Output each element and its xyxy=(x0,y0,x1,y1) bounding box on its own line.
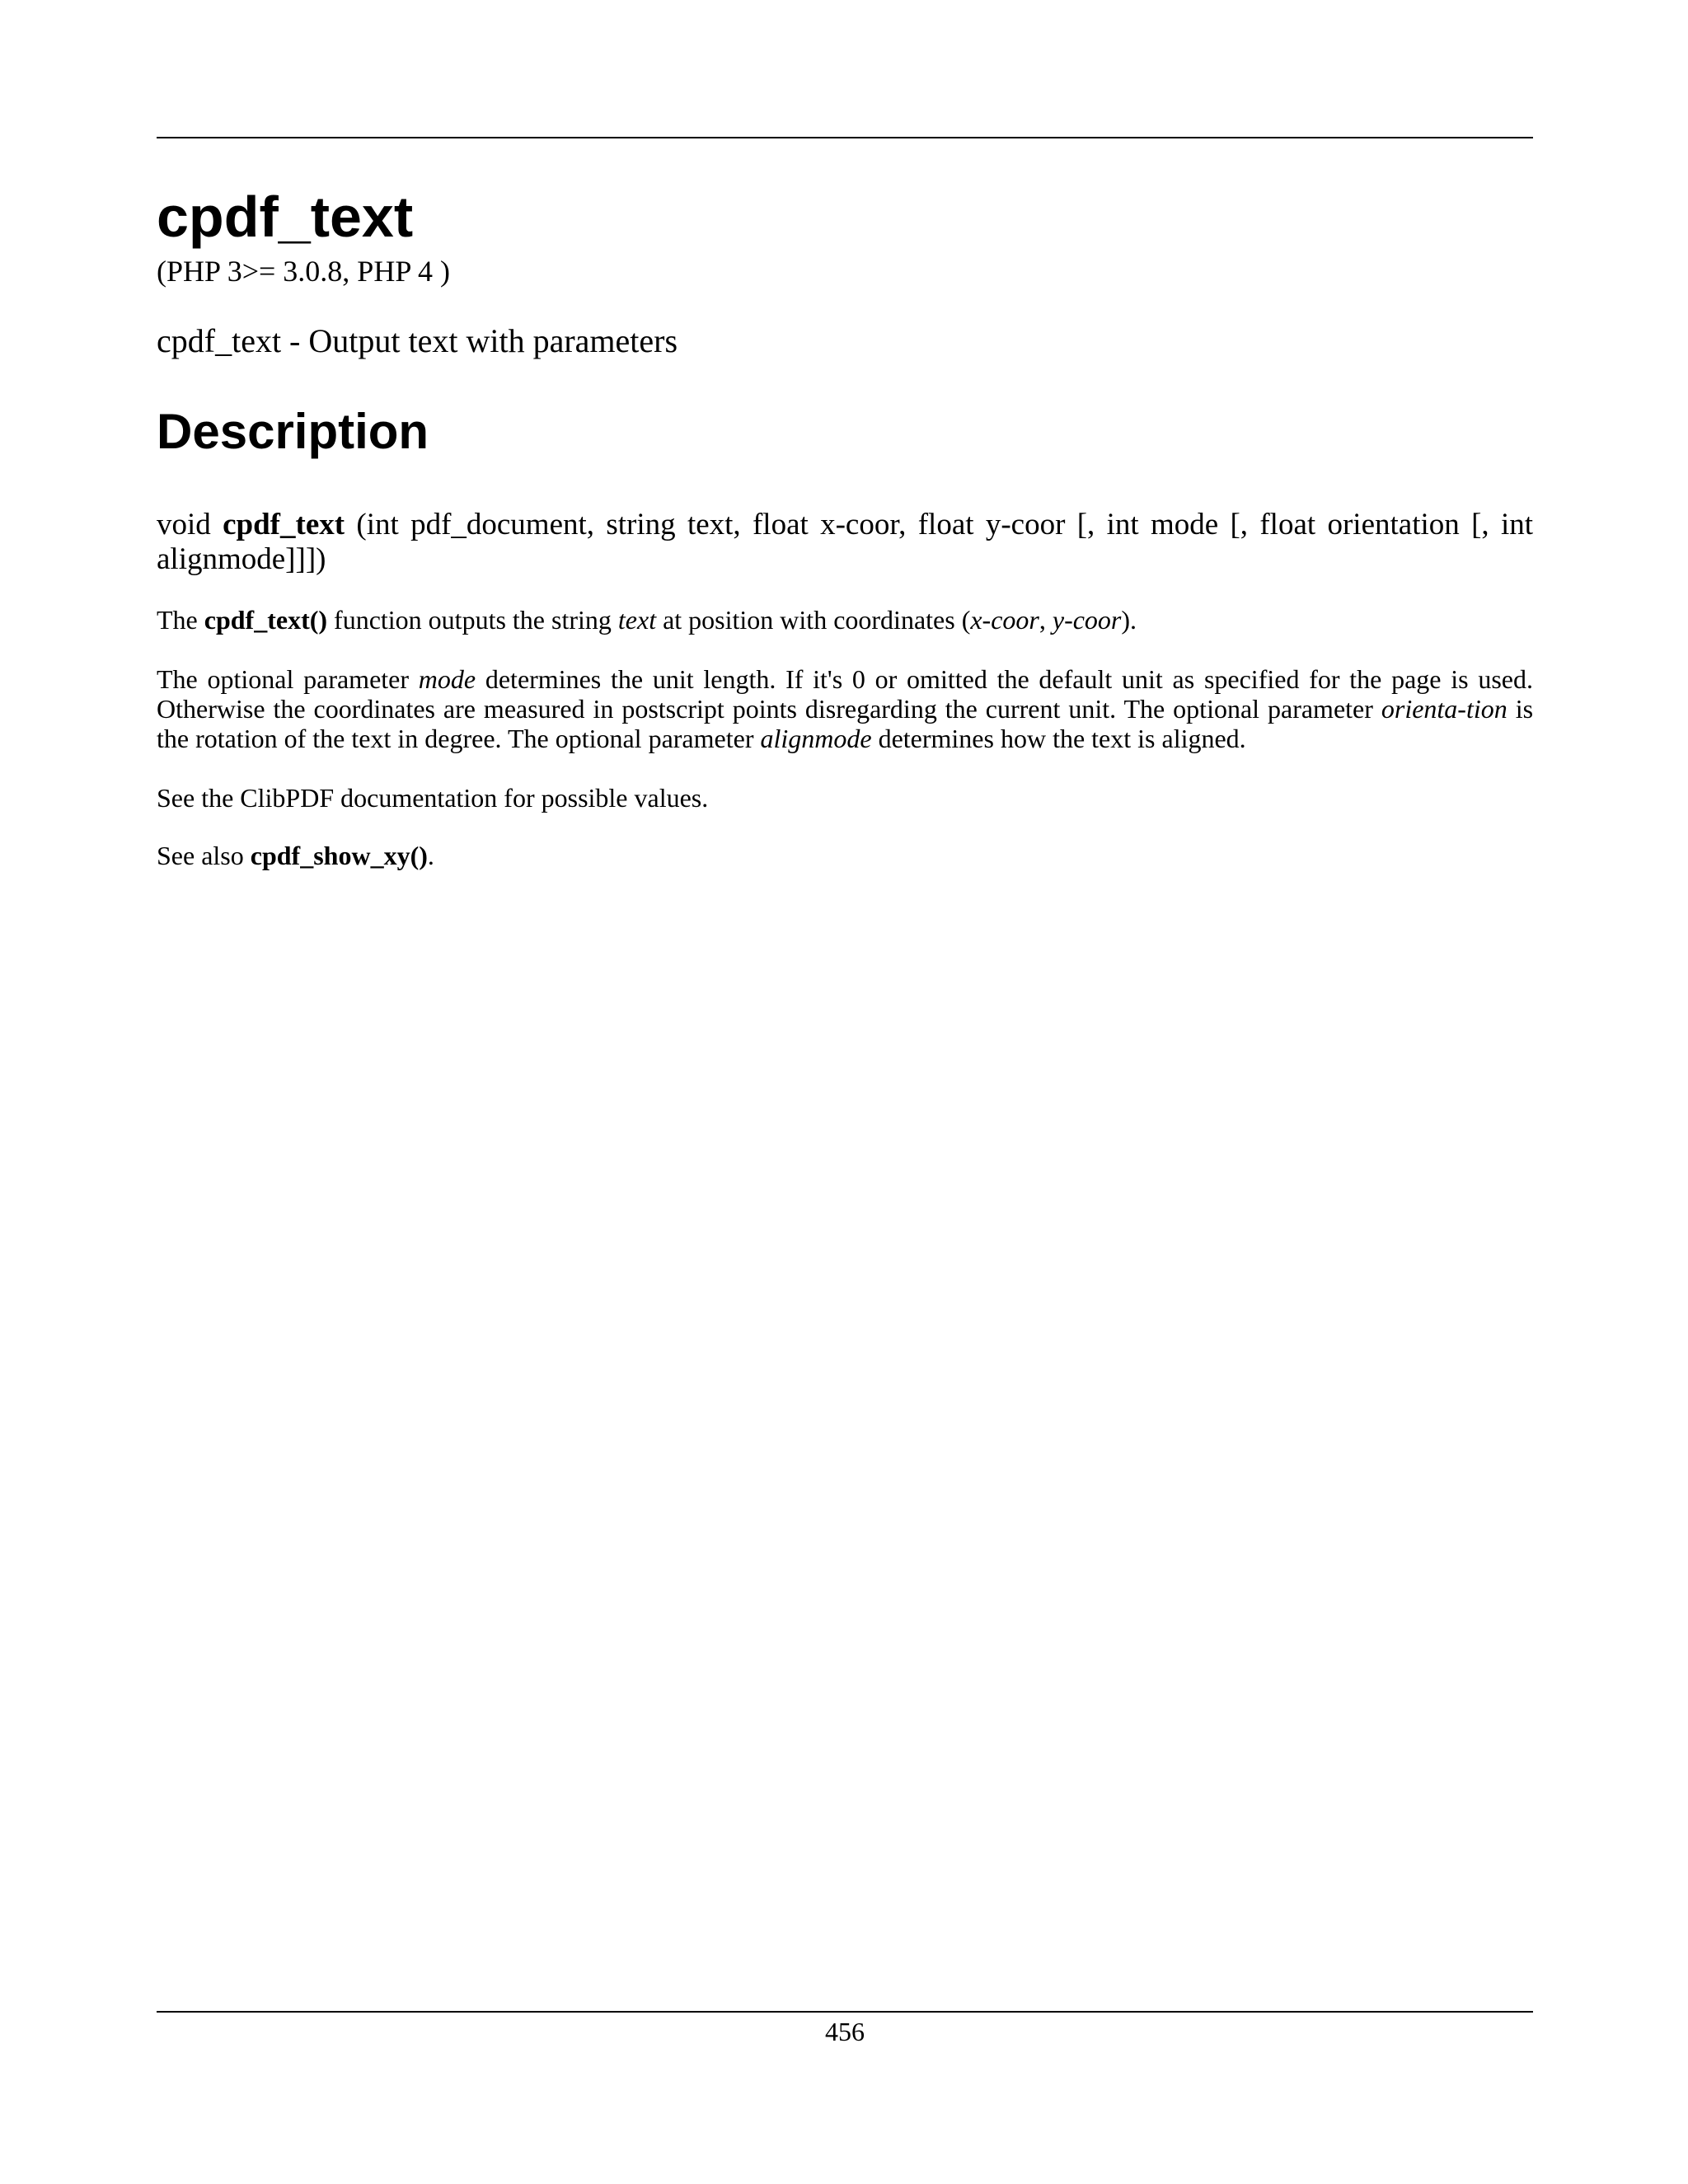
header-rule xyxy=(157,137,1533,138)
footer-rule xyxy=(157,2011,1533,2013)
page-number: 456 xyxy=(825,2017,865,2046)
return-type: void xyxy=(157,508,211,541)
paragraph-outputs: The cpdf_text() function outputs the string text at position with coordinates (x-coor, y-coor). xyxy=(157,605,1137,635)
param-ref-mode: mode xyxy=(418,664,476,694)
function-synopsis xyxy=(157,508,1533,577)
section-heading-description: Description xyxy=(157,404,429,459)
paragraph-optional-params: The optional parameter mode determines the unit length. If it's 0 or omitted the default unit as specified for the page is used. Otherwise the coordinates are measured in postscript points disregarding the current unit. The optional parameter orienta-tion is the rotation of the text in degree. The optional parameter alignmode determines how the text is aligned. xyxy=(157,664,1534,753)
function-purpose: cpdf_text - Output text with parameters xyxy=(157,322,678,359)
paragraph-see-also: See also cpdf_show_xy(). xyxy=(157,841,434,870)
paragraph-clibpdf-docs: See the ClibPDF documentation for possible values. xyxy=(157,783,709,813)
param-ref-alignmode: alignmode xyxy=(760,724,872,753)
param-ref-text: text xyxy=(617,605,657,635)
param-ref-orientation: orienta-tion xyxy=(1381,694,1507,724)
version-info: (PHP 3>= 3.0.8, PHP 4 ) xyxy=(157,255,450,288)
param-ref-y-coor: y-coor xyxy=(1052,605,1122,635)
param-ref-x-coor: x-coor xyxy=(970,605,1039,635)
see-also-link[interactable]: cpdf_show_xy() xyxy=(250,841,428,870)
function-ref: cpdf_text() xyxy=(204,605,328,635)
parameter-list: (int pdf_document, string text, float x-coor, float y-coor [, int mode [, float orientation [, int alignmode]]]) xyxy=(157,508,1534,576)
function-name: cpdf_text xyxy=(223,508,345,541)
page-title: cpdf_text xyxy=(157,185,414,249)
